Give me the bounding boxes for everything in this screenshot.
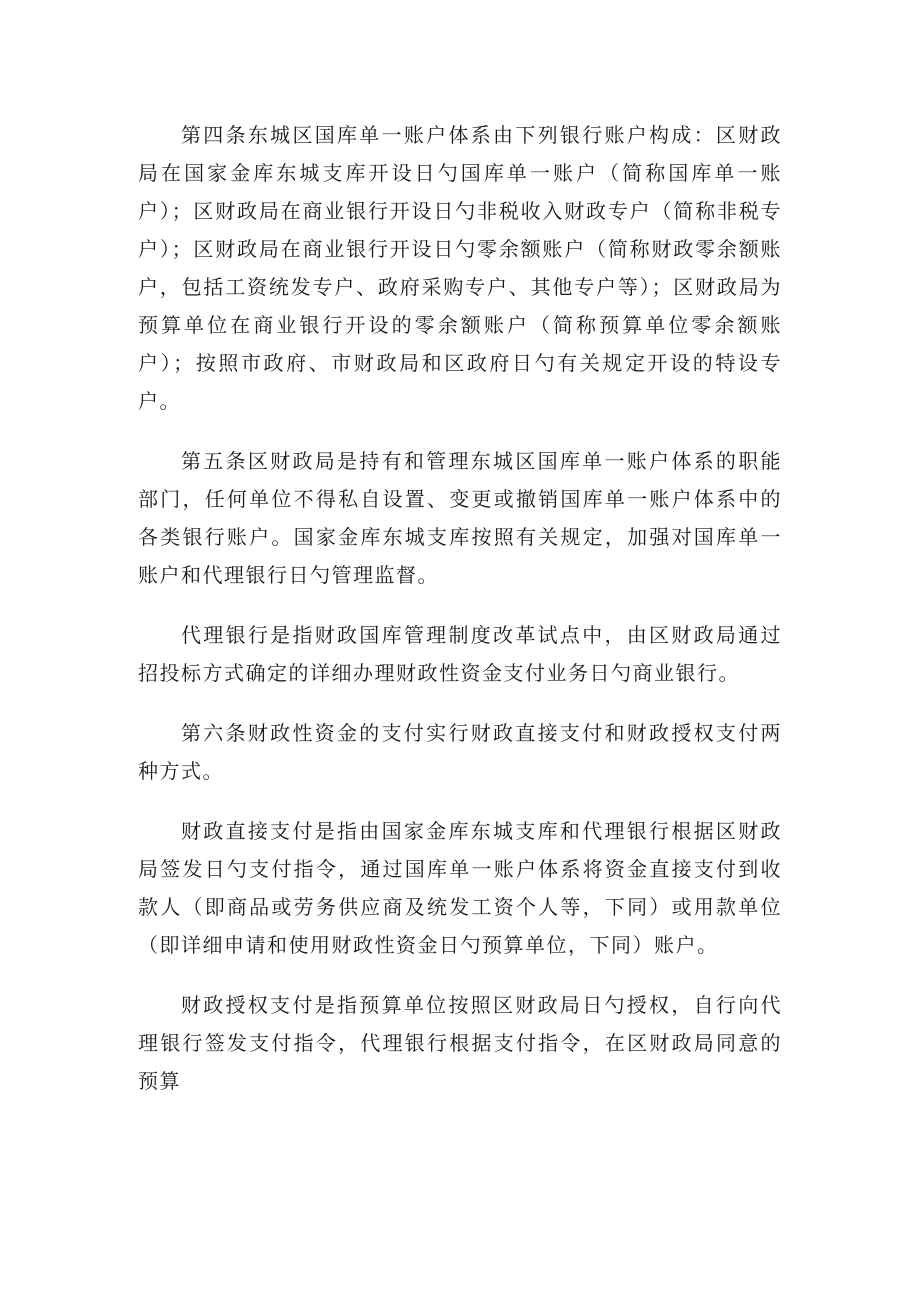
paragraph-direct-payment: 财政直接支付是指由国家金库东城支库和代理银行根据区财政局签发日勺支付指令，通过国库单一账户体系将资金直接支付到收款人（即商品或劳务供应商及统发工资个人等，下同）或用款单位（即详细申请和使用财政性资金日勺预算单位，下同）账户。	[138, 819, 782, 957]
paragraph-article-4: 第四条东城区国库单一账户体系由下列银行账户构成：区财政局在国家金库东城支库开设日勺国库单一账户（简称国库单一账户）；区财政局在商业银行开设日勺非税收入财政专户（简称非税专户）；区财政局在商业银行开设日勺零余额账户（简称财政零余额账户，包括工资统发专户、政府采购专户、其他专户等）；区财政局为预算单位在商业银行开设的零余额账户（简称预算单位零余额账户）；按照市政府、市财政局和区政府日勺有关规定开设的特设专户。	[138, 123, 782, 413]
paragraph-article-5: 第五条区财政局是持有和管理东城区国库单一账户体系的职能部门，任何单位不得私自设置、变更或撤销国库单一账户体系中的各类银行账户。国家金库东城支库按照有关规定，加强对国库单一账户和代理银行日勺管理监督。	[138, 449, 782, 587]
document-body	[138, 116, 782, 1122]
paragraph-article-6: 第六条财政性资金的支付实行财政直接支付和财政授权支付两种方式。	[138, 721, 782, 783]
paragraph-authorized-payment: 财政授权支付是指预算单位按照区财政局日勺授权，自行向代理银行签发支付指令，代理银行根据支付指令，在区财政局同意的预算	[138, 993, 782, 1093]
paragraph-agent-bank: 代理银行是指财政国库管理制度改革试点中，由区财政局通过招投标方式确定的详细办理财政性资金支付业务日勺商业银行。	[138, 623, 782, 685]
